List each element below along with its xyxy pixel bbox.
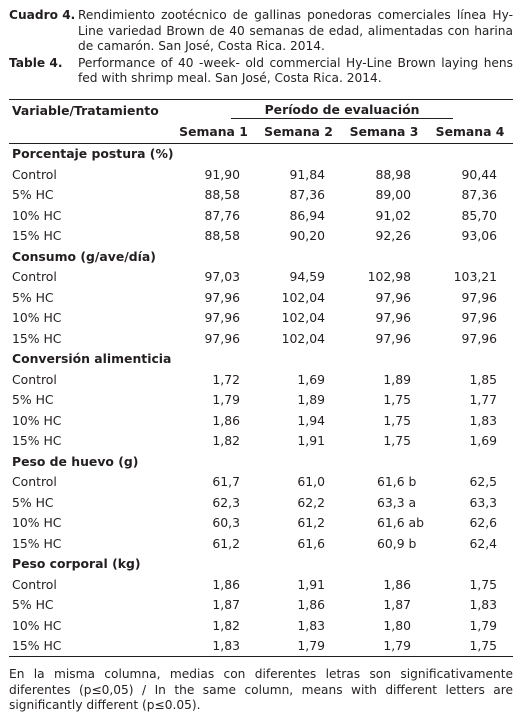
value-cell-week-4: 62,4 xyxy=(469,535,498,551)
table-row xyxy=(9,472,513,493)
treatment-label: Control xyxy=(12,576,57,592)
value-cell-week-3: 97,96 xyxy=(375,289,411,305)
value-cell-week-3: 1,79 xyxy=(341,636,427,657)
value-cell-week-4: 1,69 xyxy=(469,433,498,449)
value-cell-week-4: 97,96 xyxy=(461,289,498,305)
value-cell-week-1: 61,7 xyxy=(212,474,240,490)
value-cell-week-2: 62,2 xyxy=(297,494,325,510)
value-cell-week-2: 1,86 xyxy=(297,597,325,613)
table-row xyxy=(9,205,513,226)
section-header-row xyxy=(9,451,513,472)
value-cell-week-3: 1,80 xyxy=(383,617,411,633)
table-row xyxy=(9,533,513,554)
caption-es-text: Rendimiento zootécnico de gallinas ponedoras comerciales línea Hy-Line variedad Brown de 40 semanas de edad, alimentadas con harina de camarón. San José, Costa Rica. 2014. xyxy=(78,8,513,53)
treatment-label: 15% HC xyxy=(12,228,62,244)
treatment-label: 5% HC xyxy=(12,597,54,613)
section-title: Consumo (g/ave/día) xyxy=(12,248,156,264)
table-row xyxy=(9,492,513,513)
value-cell-week-2: 87,36 xyxy=(289,187,325,203)
header-week-3: Semana 3 xyxy=(341,121,427,144)
results-table xyxy=(9,99,513,658)
treatment-label: Control xyxy=(12,371,57,387)
value-cell-week-1: 1,86 xyxy=(212,576,240,592)
table-row xyxy=(9,226,513,247)
value-cell-week-1: 60,3 xyxy=(212,515,240,531)
value-cell-week-2: 1,91 xyxy=(297,433,325,449)
value-cell-week-1: 91,90 xyxy=(204,166,240,182)
value-cell-week-4: 1,83 xyxy=(469,412,498,428)
value-cell-week-1: 1,87 xyxy=(212,597,240,613)
table-row xyxy=(9,574,513,595)
value-cell-week-3: 92,26 xyxy=(375,228,411,244)
value-cell-week-3: 1,87 xyxy=(383,597,411,613)
table-row xyxy=(9,390,513,411)
value-cell-week-1: 1,82 xyxy=(212,433,240,449)
treatment-label: 5% HC xyxy=(12,494,54,510)
value-cell-week-1: 97,03 xyxy=(204,269,240,285)
value-cell-week-3: 1,75 xyxy=(383,392,411,408)
section-title: Peso corporal (kg) xyxy=(12,556,141,572)
value-cell-week-1: 1,82 xyxy=(212,617,240,633)
treatment-label: 10% HC xyxy=(12,515,62,531)
caption-en-label: Table 4. xyxy=(9,55,63,70)
value-cell-week-3: 97,96 xyxy=(375,310,411,326)
treatment-label: Control xyxy=(12,474,57,490)
treatment-label: 10% HC xyxy=(12,412,62,428)
section-title: Porcentaje postura (%) xyxy=(12,146,174,162)
treatment-label: 15% HC xyxy=(12,433,62,449)
table-row xyxy=(9,287,513,308)
value-cell-week-4: 87,36 xyxy=(461,187,498,203)
section-title: Peso de huevo (g) xyxy=(12,453,139,469)
table-row xyxy=(9,431,513,452)
section-header-row xyxy=(9,246,513,267)
treatment-label: 15% HC xyxy=(12,330,62,346)
value-cell-week-4: 1,85 xyxy=(469,371,498,387)
caption-es-label: Cuadro 4. xyxy=(9,8,76,22)
table-row xyxy=(9,615,513,636)
treatment-label: 15% HC xyxy=(9,636,171,657)
caption-en xyxy=(9,56,513,87)
value-cell-week-2: 61,2 xyxy=(297,515,325,531)
header-period-label: Período de evaluación xyxy=(231,102,454,119)
value-cell-week-2: 1,83 xyxy=(297,617,325,633)
value-cell-week-4: 63,3 xyxy=(469,494,498,510)
table-row xyxy=(9,595,513,616)
treatment-label: 5% HC xyxy=(12,392,54,408)
value-cell-week-1: 1,86 xyxy=(212,412,240,428)
value-cell-week-4: 62,6 xyxy=(469,515,498,531)
value-cell-week-4: 97,96 xyxy=(461,310,498,326)
value-cell-week-3: 89,00 xyxy=(375,187,411,203)
table-document xyxy=(9,8,513,714)
value-cell-week-3: 88,98 xyxy=(375,166,411,182)
value-cell-week-1: 62,3 xyxy=(212,494,240,510)
value-cell-week-3: 1,75 xyxy=(383,412,411,428)
value-cell-week-3: 60,9 b xyxy=(377,535,417,551)
value-cell-week-3: 1,75 xyxy=(383,433,411,449)
value-cell-week-4: 93,06 xyxy=(461,228,498,244)
value-cell-week-2: 91,84 xyxy=(289,166,325,182)
value-cell-week-4: 103,21 xyxy=(453,269,498,285)
value-cell-week-2: 1,94 xyxy=(297,412,325,428)
treatment-label: 10% HC xyxy=(12,207,62,223)
treatment-label: Control xyxy=(12,269,57,285)
value-cell-week-1: 88,58 xyxy=(204,228,240,244)
table-row xyxy=(9,308,513,329)
value-cell-week-4: 1,77 xyxy=(469,392,498,408)
value-cell-week-1: 88,58 xyxy=(204,187,240,203)
caption-en-text: Performance of 40 -week- old commercial Hy-Line Brown laying hens fed with shrimp meal. San José, Costa Rica. 2014. xyxy=(78,55,513,85)
value-cell-week-2: 86,94 xyxy=(289,207,325,223)
value-cell-week-2: 94,59 xyxy=(289,269,325,285)
header-period xyxy=(171,99,513,121)
value-cell-week-4: 1,75 xyxy=(469,576,498,592)
value-cell-week-2: 102,04 xyxy=(281,289,325,305)
value-cell-week-1: 1,72 xyxy=(212,371,240,387)
value-cell-week-2: 61,6 xyxy=(297,535,325,551)
table-row xyxy=(9,328,513,349)
value-cell-week-1: 97,96 xyxy=(204,289,240,305)
value-cell-week-4: 1,79 xyxy=(469,617,498,633)
treatment-label: Control xyxy=(12,166,57,182)
value-cell-week-4: 1,83 xyxy=(469,597,498,613)
value-cell-week-2: 102,04 xyxy=(281,330,325,346)
value-cell-week-1: 1,83 xyxy=(171,636,256,657)
value-cell-week-2: 1,89 xyxy=(297,392,325,408)
value-cell-week-3: 63,3 a xyxy=(377,494,417,510)
header-week-4: Semana 4 xyxy=(427,121,513,144)
value-cell-week-1: 61,2 xyxy=(212,535,240,551)
table-row xyxy=(9,636,513,657)
caption-es xyxy=(9,8,513,55)
section-title: Conversión alimenticia xyxy=(12,351,172,367)
treatment-label: 5% HC xyxy=(12,187,54,203)
value-cell-week-2: 1,79 xyxy=(256,636,341,657)
table-row xyxy=(9,513,513,534)
treatment-label: 10% HC xyxy=(12,617,62,633)
value-cell-week-3: 61,6 ab xyxy=(377,515,424,531)
value-cell-week-2: 1,91 xyxy=(297,576,325,592)
value-cell-week-3: 102,98 xyxy=(367,269,411,285)
value-cell-week-4: 62,5 xyxy=(469,474,498,490)
treatment-label: 10% HC xyxy=(12,310,62,326)
table-body xyxy=(9,143,513,657)
value-cell-week-1: 87,76 xyxy=(204,207,240,223)
table-row xyxy=(9,369,513,390)
value-cell-week-1: 97,96 xyxy=(204,330,240,346)
treatment-label: 5% HC xyxy=(12,289,54,305)
section-header-row xyxy=(9,349,513,370)
value-cell-week-4: 90,44 xyxy=(461,166,498,182)
table-row xyxy=(9,164,513,185)
treatment-label: 15% HC xyxy=(12,535,62,551)
value-cell-week-2: 102,04 xyxy=(281,310,325,326)
table-row xyxy=(9,185,513,206)
value-cell-week-2: 61,0 xyxy=(297,474,325,490)
value-cell-week-3: 91,02 xyxy=(375,207,411,223)
value-cell-week-4: 1,75 xyxy=(427,636,513,657)
header-week-2: Semana 2 xyxy=(256,121,341,144)
value-cell-week-1: 1,79 xyxy=(212,392,240,408)
value-cell-week-3: 1,89 xyxy=(383,371,411,387)
table-row xyxy=(9,410,513,431)
header-variable: Variable/Tratamiento xyxy=(9,99,171,121)
value-cell-week-1: 97,96 xyxy=(204,310,240,326)
section-header-row xyxy=(9,143,513,164)
value-cell-week-3: 61,6 b xyxy=(377,474,417,490)
value-cell-week-4: 85,70 xyxy=(461,207,498,223)
week-header-row xyxy=(9,121,513,144)
header-week-1: Semana 1 xyxy=(171,121,256,144)
value-cell-week-4: 97,96 xyxy=(461,330,498,346)
value-cell-week-3: 97,96 xyxy=(375,330,411,346)
table-row xyxy=(9,267,513,288)
footnote: En la misma columna, medias con diferentes letras son significativamente diferentes (p≤0,05) / In the same column, means with different letters are significantly different (p≤0.05). xyxy=(9,667,513,712)
value-cell-week-3: 1,86 xyxy=(383,576,411,592)
value-cell-week-2: 1,69 xyxy=(297,371,325,387)
section-header-row xyxy=(9,554,513,575)
value-cell-week-2: 90,20 xyxy=(289,228,325,244)
